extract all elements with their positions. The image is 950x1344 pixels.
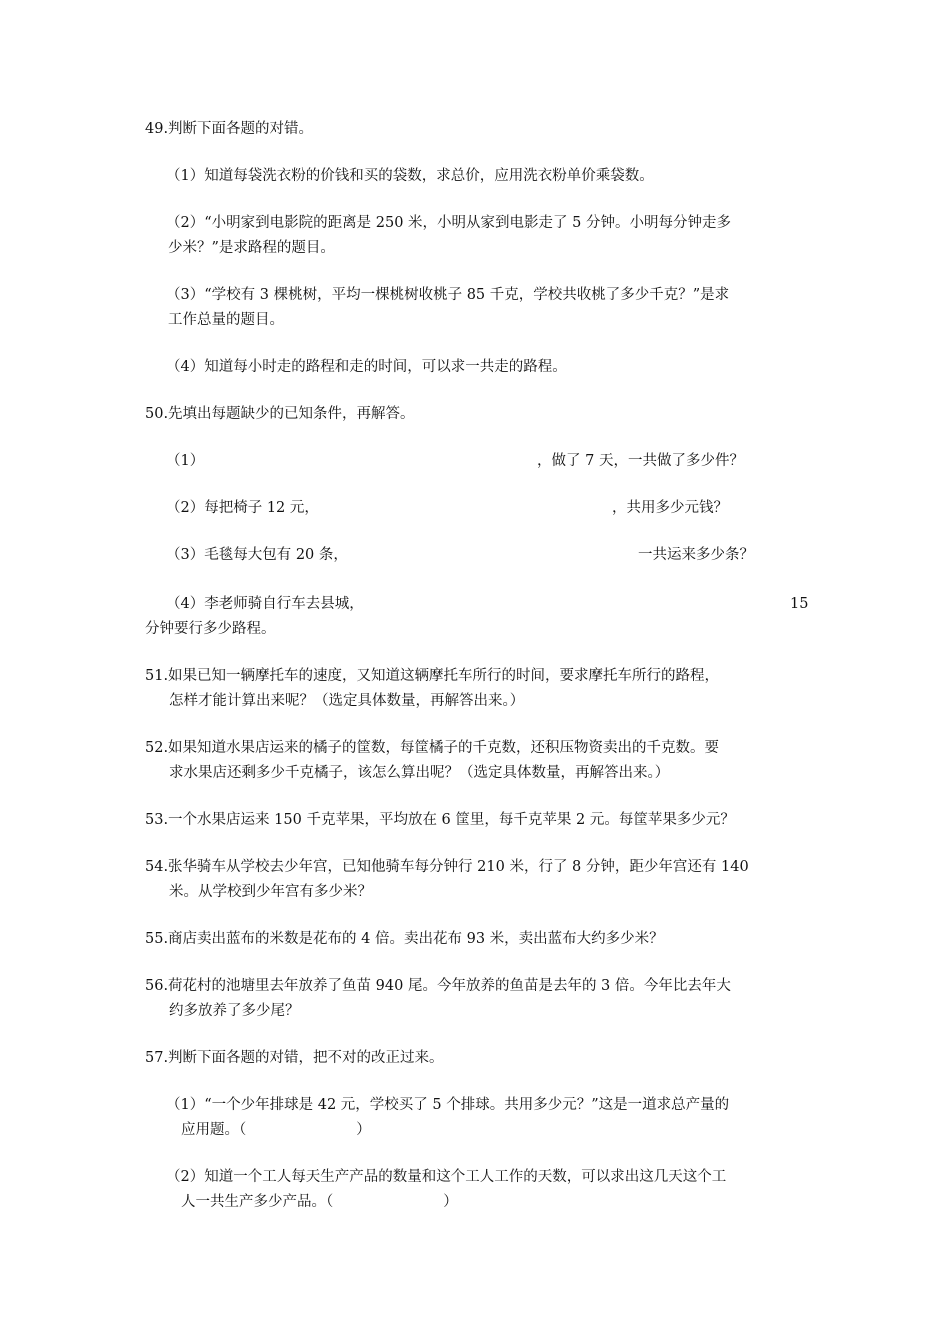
q57-item-2-line1: （2）知道一个工人每天生产产品的数量和这个工人工作的天数，可以求出这几天这个工	[166, 1169, 727, 1185]
q54-line1: 54.张华骑车从学校去少年宫，已知他骑车每分钟行 210 米，行了 8 分钟，距少年宫还有 140	[145, 859, 749, 875]
q57-item-1-line2-text: 应用题。（	[181, 1122, 247, 1138]
q49-item-2-line1: （2）“小明家到电影院的距离是 250 米，小明从家到电影走了 5 分钟。小明每分钟走多	[166, 215, 731, 231]
q49-item-3-line2: 工作总量的题目。	[168, 312, 284, 328]
q49-item-2-line2: 少米？”是求路程的题目。	[168, 240, 335, 256]
q49-item-3-line1: （3）“学校有 3 棵桃树，平均一棵桃树收桃子 85 千克，学校共收桃了多少千克？”是求	[166, 287, 730, 303]
q56-line1: 56.荷花村的池塘里去年放养了鱼苗 940 尾。今年放养的鱼苗是去年的 3 倍。今年比去年大	[145, 978, 731, 994]
q57-item-1-paren-close: ）	[356, 1122, 371, 1138]
q55-line1: 55.商店卖出蓝布的米数是花布的 4 倍。卖出花布 93 米，卖出蓝布大约多少米？	[145, 931, 664, 947]
q50-item-1-text: ，做了 7 天，一共做了多少件？	[537, 453, 744, 469]
q49-item-1: （1）知道每袋洗衣粉的价钱和买的袋数，求总价，应用洗衣粉单价乘袋数。	[166, 168, 654, 184]
q57-item-1-line1: （1）“一个少年排球是 42 元，学校买了 5 个排球。共用多少元？”这是一道求总产量的	[166, 1097, 730, 1113]
q54-line2: 米。从学校到少年宫有多少米？	[169, 884, 372, 900]
q51-line2: 怎样才能计算出来呢？（选定具体数量，再解答出来。）	[169, 693, 525, 709]
q50-item-4-text-c: 分钟要行多少路程。	[145, 621, 276, 637]
q50-item-2-text-a: （2）每把椅子 12 元，	[166, 500, 319, 516]
q51-line1: 51.如果已知一辆摩托车的速度，又知道这辆摩托车所行的时间，要求摩托车所行的路程，	[145, 668, 720, 684]
q50-item-2-text-b: ，共用多少元钱？	[612, 500, 728, 516]
q50-item-4-number: 15	[790, 596, 809, 612]
q50-item-3-text-a: （3）毛毯每大包有 20 条，	[166, 547, 348, 563]
q57-item-2-line2-text: 人一共生产多少产品。（	[181, 1194, 334, 1210]
q56-line2: 约多放养了多少尾？	[169, 1003, 300, 1019]
q50-item-3-text-b: 一共运来多少条？	[638, 547, 754, 563]
q57-title: 57.判断下面各题的对错，把不对的改正过来。	[145, 1050, 444, 1066]
q53-line1: 53.一个水果店运来 150 千克苹果，平均放在 6 筐里，每千克苹果 2 元。每筐苹果多少元？	[145, 812, 735, 828]
q57-item-1-line2	[181, 1120, 371, 1140]
q57-item-2-paren-close: ）	[443, 1194, 458, 1210]
q49-item-4: （4）知道每小时走的路程和走的时间，可以求一共走的路程。	[166, 359, 567, 375]
q49-title: 49.判断下面各题的对错。	[145, 121, 314, 137]
q52-line2: 求水果店还剩多少千克橘子，该怎么算出呢？（选定具体数量，再解答出来。）	[169, 765, 670, 781]
q50-item-4-text-a: （4）李老师骑自行车去县城，	[166, 596, 364, 612]
q50-title: 50.先填出每题缺少的已知条件，再解答。	[145, 406, 415, 422]
q52-line1: 52.如果知道水果店运来的橘子的筐数，每筐橘子的千克数，还积压物资卖出的千克数。要	[145, 740, 720, 756]
q50-item-1-label: （1）	[166, 453, 205, 469]
q57-item-2-line2	[181, 1192, 458, 1212]
